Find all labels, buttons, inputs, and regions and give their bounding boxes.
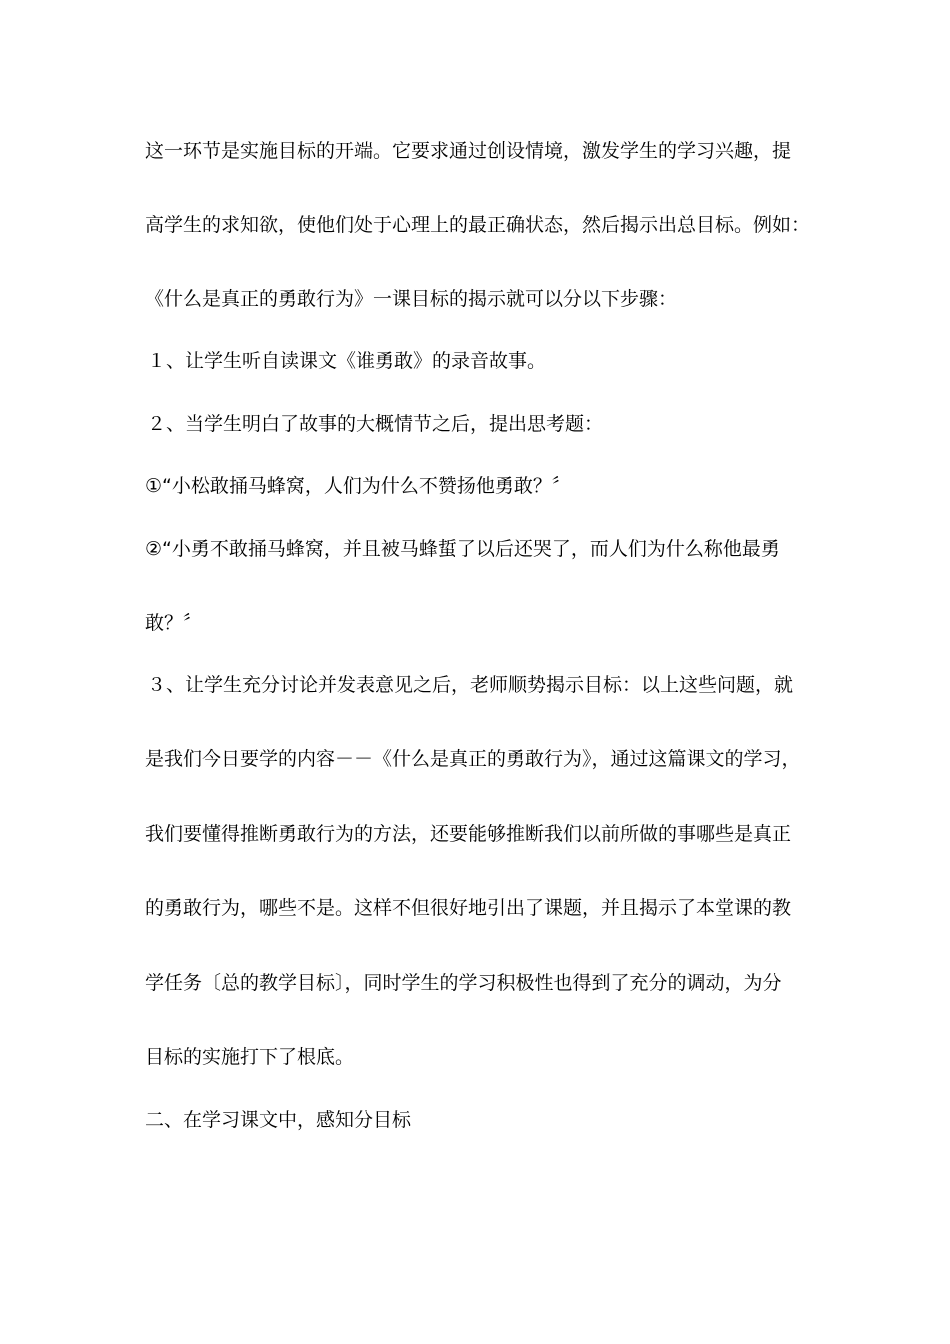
step-3-line-4: 的勇敢行为，哪些不是。这样不但很好地引出了课题，并且揭示了本堂课的教: [145, 897, 792, 919]
step-3-line-5: 学任务〔总的教学目标〕，同时学生的学习积极性也得到了充分的调动，为分: [145, 972, 782, 994]
section-heading: 二、在学习课文中，感知分目标: [145, 1109, 412, 1131]
question-1-line: ①“小松敢捅马蜂窝，人们为什么不赞扬他勇敢？〞: [145, 475, 571, 497]
question-2-line-1: ②“小勇不敢捅马蜂窝，并且被马蜂蜇了以后还哭了，而人们为什么称他最勇: [145, 538, 780, 560]
question-2-line-2: 敢？〞: [145, 612, 203, 634]
paragraph-line-1: 这一环节是实施目标的开端。它要求通过创设情境，激发学生的学习兴趣，提: [145, 140, 792, 162]
step-3-line-1: ３、让学生充分讨论并发表意见之后，老师顺势揭示目标：以上这些问题，就: [147, 674, 794, 696]
step-3-line-6: 目标的实施打下了根底。: [145, 1046, 355, 1068]
paragraph-line-2: 高学生的求知欲，使他们处于心理上的最正确状态，然后揭示出总目标。例如：: [145, 214, 811, 236]
step-1-line: １、让学生听自读课文《谁勇敢》的录音故事。: [147, 350, 547, 372]
step-3-line-3: 我们要懂得推断勇敢行为的方法，还要能够推断我们以前所做的事哪些是真正: [145, 823, 792, 845]
step-3-line-2: 是我们今日要学的内容－－《什么是真正的勇敢行为》，通过这篇课文的学习，: [145, 748, 801, 770]
paragraph-line-3: 《什么是真正的勇敢行为》一课目标的揭示就可以分以下步骤：: [145, 288, 678, 310]
step-2-line: ２、当学生明白了故事的大概情节之后，提出思考题：: [147, 413, 604, 435]
